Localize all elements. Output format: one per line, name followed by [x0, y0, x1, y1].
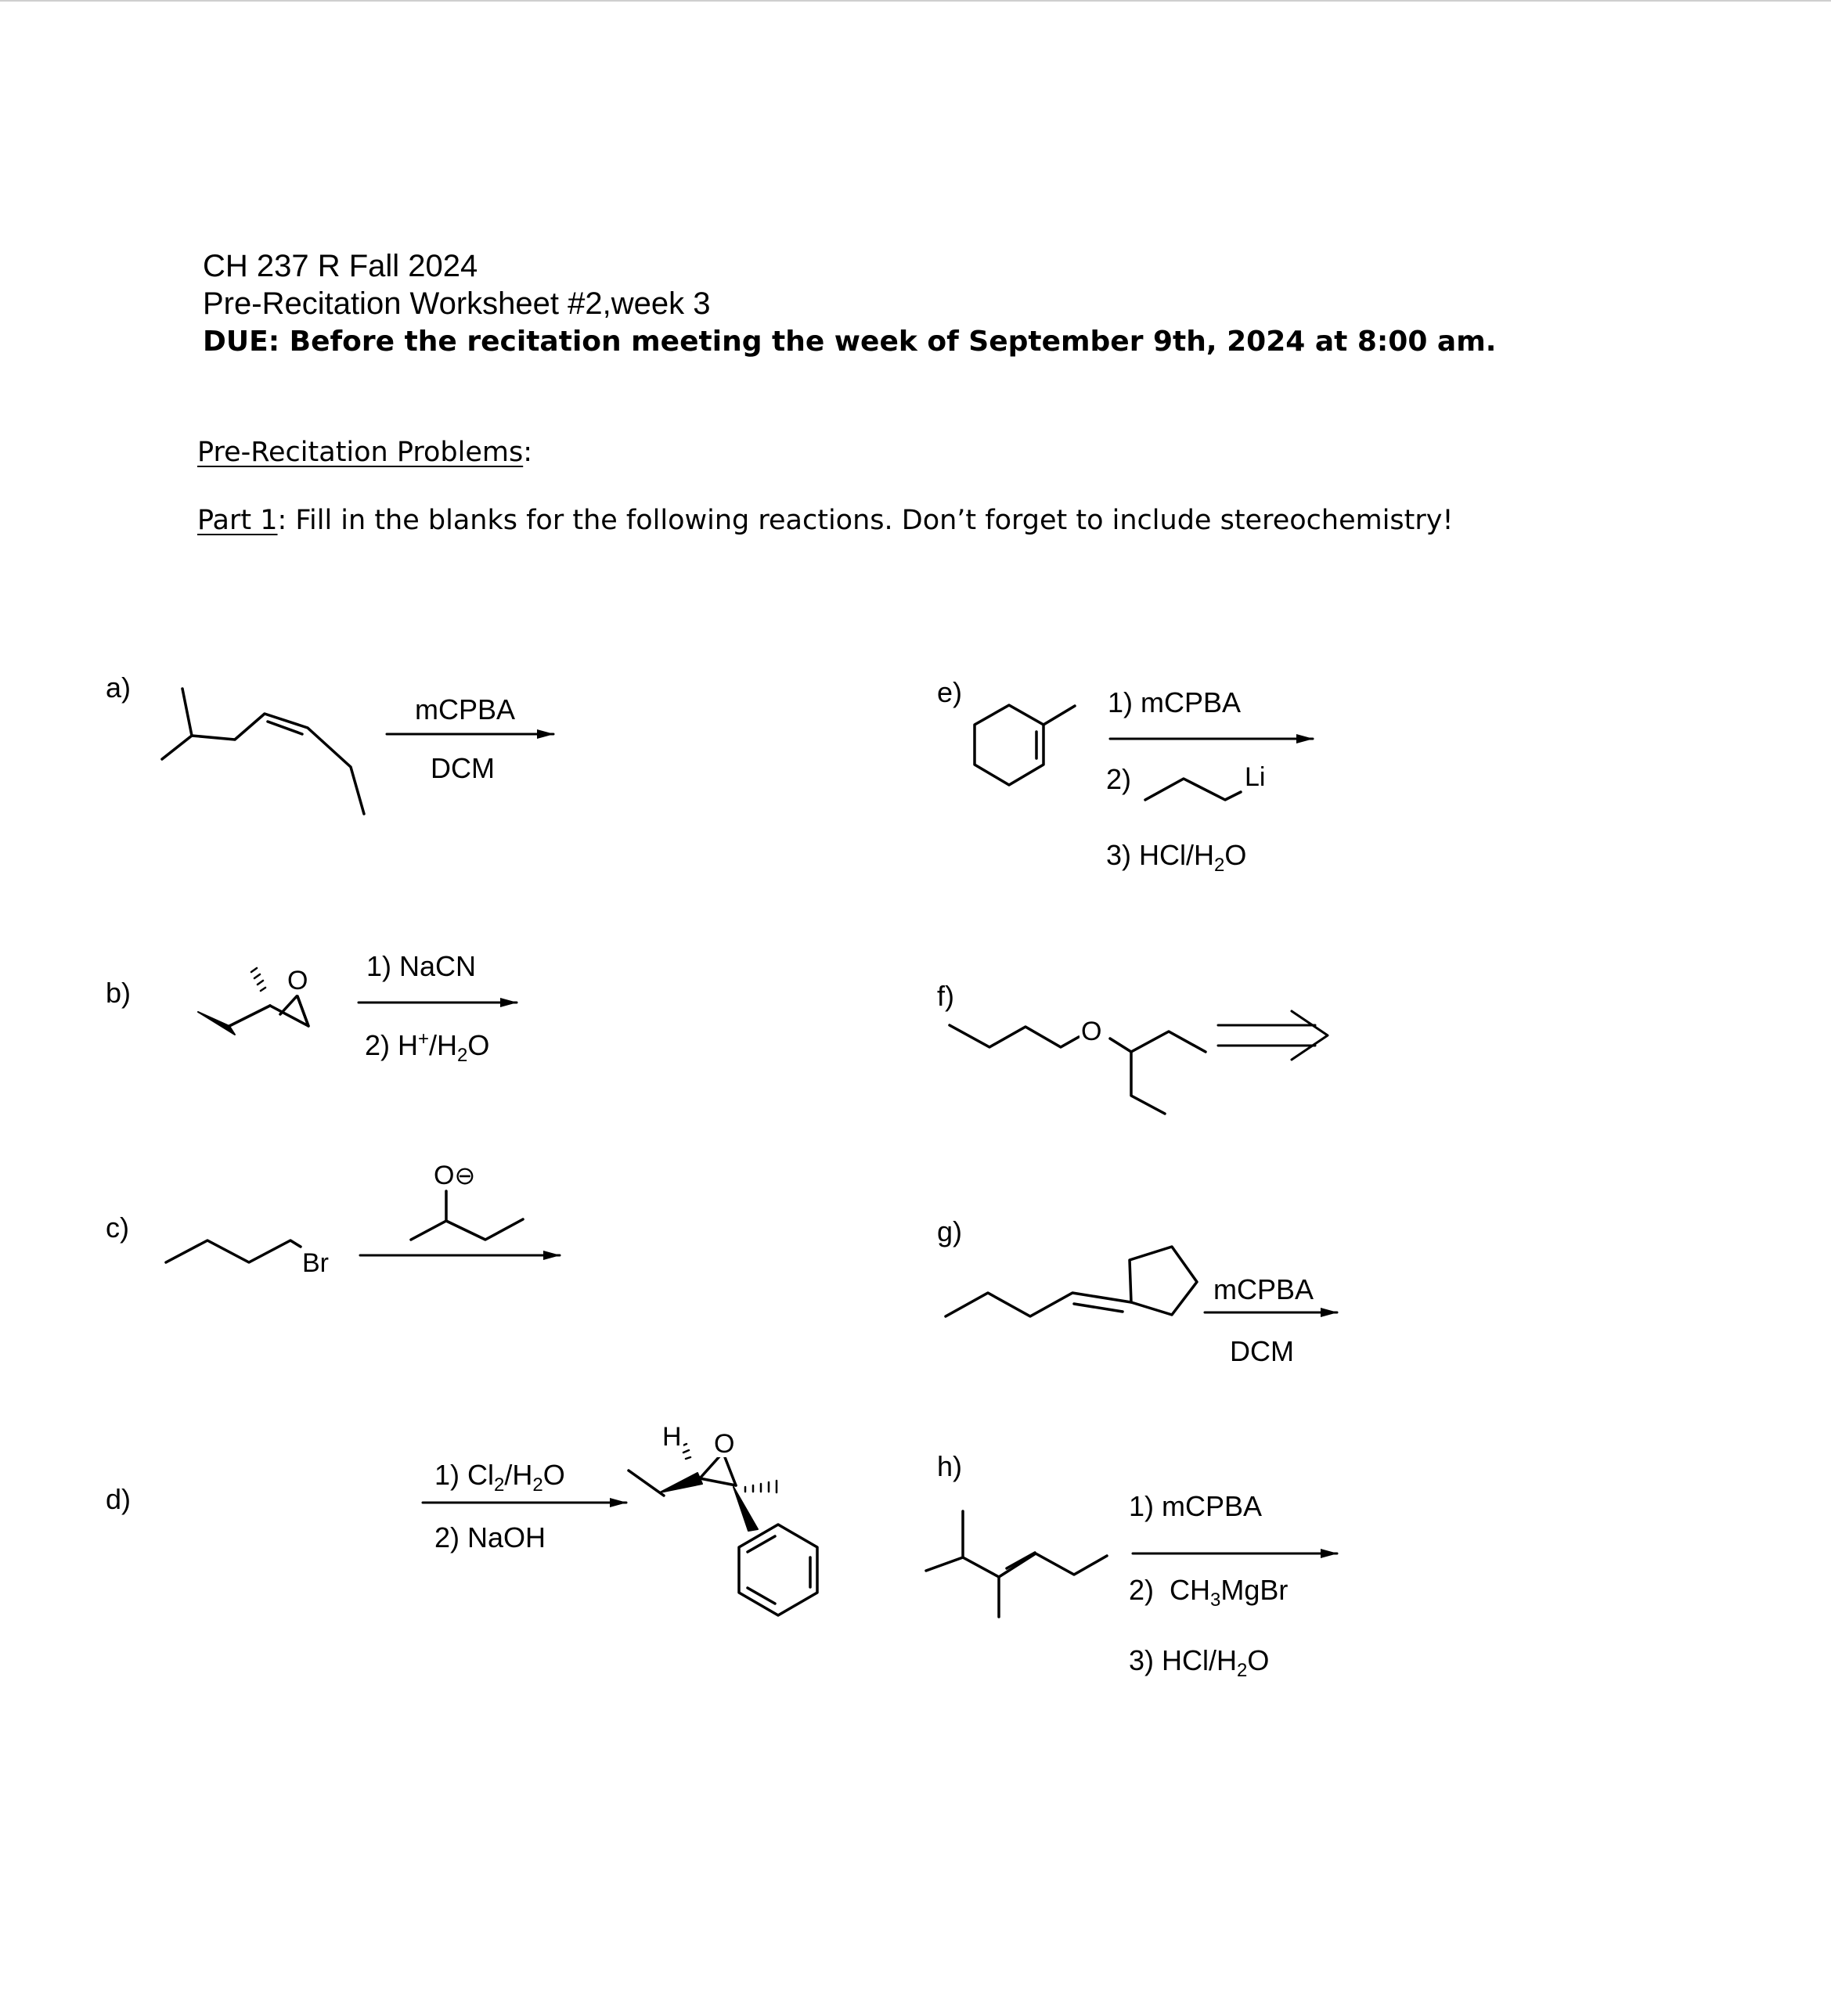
- reagent-g-below: DCM: [1230, 1335, 1294, 1367]
- problem-e-label: e): [937, 676, 963, 708]
- atom-o-b: O: [287, 966, 308, 995]
- problem-f-label: f): [937, 980, 954, 1012]
- reagent-h-step3-a: 3) HCl/H: [1129, 1644, 1238, 1676]
- reagent-e-step1: 1) mCPBA: [1108, 686, 1242, 718]
- structure-e: [975, 705, 1075, 785]
- due-date: DUE: Before the recitation meeting the week of September 9th, 2024 at 8:00 am.: [203, 326, 1497, 358]
- atom-h-d: H: [662, 1422, 682, 1452]
- reagent-d-step1-b: /H: [504, 1459, 533, 1491]
- negative-charge-icon: ⊖: [454, 1161, 476, 1190]
- reagent-h-step1: 1) mCPBA: [1129, 1490, 1263, 1522]
- atom-o-f: O: [1081, 1017, 1102, 1046]
- structure-f: [950, 1025, 1206, 1114]
- reagent-a-above: mCPBA: [415, 693, 516, 725]
- atom-li-e: Li: [1245, 762, 1266, 792]
- reagent-h-step2: [1129, 1574, 1288, 1611]
- part-text: : Fill in the blanks for the following reactions. Don’t forget to include stereochemistry!: [277, 505, 1454, 536]
- reagent-e-step2: 2): [1106, 763, 1132, 795]
- reagent-d-step2: 2) NaOH: [434, 1521, 546, 1553]
- reagent-h-step2-sub: 3: [1210, 1589, 1221, 1611]
- reagent-h-step3: [1129, 1644, 1269, 1682]
- problem-a-label: a): [106, 671, 132, 704]
- atom-o-c-text: O: [434, 1161, 455, 1190]
- reagent-h-step2-b: MgBr: [1220, 1574, 1289, 1606]
- reagent-b-step2-sub: 2: [457, 1045, 468, 1067]
- reagent-h-step2-a: 2) CH: [1129, 1574, 1211, 1606]
- part-label: Part 1: [197, 505, 278, 536]
- reagent-b-step2-b: /H: [429, 1029, 458, 1061]
- reagent-d-step1-sub1: 2: [494, 1474, 505, 1496]
- reagent-b-step2-a: 2) H: [365, 1029, 419, 1061]
- reagent-b-step1: 1) NaCN: [366, 950, 477, 982]
- reagent-e-step3-b: O: [1224, 839, 1247, 871]
- section-heading-colon: :: [523, 437, 532, 468]
- atom-o-d: O: [714, 1429, 735, 1459]
- problem-b-label: b): [106, 977, 132, 1009]
- section-heading-text: Pre-Recitation Problems: [197, 437, 524, 468]
- reagent-g-above: mCPBA: [1213, 1273, 1314, 1305]
- reagent-d-step1-sub2: 2: [532, 1474, 543, 1496]
- structure-c-reagent: [411, 1191, 523, 1240]
- structure-a: [162, 689, 364, 814]
- structure-d: [629, 1444, 817, 1615]
- reagent-e-step3-sub: 2: [1214, 855, 1225, 877]
- reagent-h-step3-b: O: [1247, 1644, 1270, 1676]
- reagent-d-step1-a: 1) Cl: [434, 1459, 495, 1491]
- retro-arrow-f: [1218, 1011, 1328, 1060]
- reagent-b-step2-c: O: [467, 1029, 490, 1061]
- reagent-e-step3-a: 3) HCl/H: [1106, 839, 1215, 871]
- worksheet-title: Pre-Recitation Worksheet #2,week 3: [203, 286, 711, 321]
- problem-h-label: h): [937, 1450, 963, 1482]
- reagent-h-step3-sub: 2: [1237, 1660, 1248, 1682]
- reagent-b-step2: [365, 1028, 489, 1067]
- reagent-d-step1-c: O: [542, 1459, 565, 1491]
- structure-c: [166, 1240, 301, 1262]
- reagent-d-step1: [434, 1459, 565, 1496]
- reagent-e-step3: [1106, 839, 1246, 877]
- structure-g: [946, 1247, 1197, 1316]
- atom-o-c-reagent: [432, 1162, 477, 1189]
- structure-h: [926, 1511, 1107, 1617]
- problem-g-label: g): [937, 1215, 963, 1247]
- reagent-a-below: DCM: [431, 752, 495, 784]
- structure-e-reagent: [1145, 779, 1241, 800]
- problem-c-label: c): [106, 1211, 129, 1244]
- reagent-b-step2-sup: +: [418, 1028, 430, 1049]
- atom-br-c: Br: [302, 1248, 329, 1278]
- problem-d-label: d): [106, 1483, 132, 1515]
- course-title: CH 237 R Fall 2024: [203, 249, 478, 283]
